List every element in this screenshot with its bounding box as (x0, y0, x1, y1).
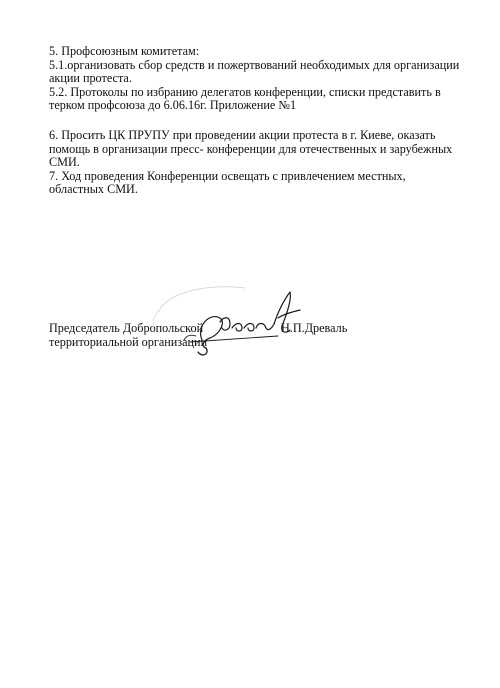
signatory-name: Н.П.Древаль (281, 321, 348, 335)
section-5-heading: 5. Профсоюзным комитетам: (49, 44, 200, 58)
signatory-title-line-2: территориальной организации (49, 334, 208, 349)
section-6-line-2: помощь в организации пресс- конференции для отечественных и зарубежных (49, 141, 453, 156)
signatory-title-line-1: Председатель Добропольской (49, 321, 204, 335)
handwritten-signature (150, 282, 310, 362)
section-5 (49, 45, 459, 113)
sections-6-7 (49, 129, 459, 197)
item-5-1-line-1: 5.1.организовать сбор средств и пожертвований необходимых для организации (49, 57, 460, 72)
section-7-line-2: областных СМИ. (49, 182, 138, 197)
item-5-2-line-1: 5.2. Протоколы по избранию делегатов конференции, списки представить в (49, 84, 441, 99)
section-7-line-1: 7. Ход проведения Конференции освещать с привлечением местных, (49, 168, 406, 183)
item-5-2-line-2: терком профсоюза до 6.06.16г. Приложение №1 (49, 98, 297, 113)
section-6-line-1: 6. Просить ЦК ПРУПУ при проведении акции протеста в г. Киеве, оказать (49, 128, 436, 142)
section-6-line-3: СМИ. (49, 155, 80, 170)
item-5-1-line-2: акции протеста. (49, 71, 132, 86)
